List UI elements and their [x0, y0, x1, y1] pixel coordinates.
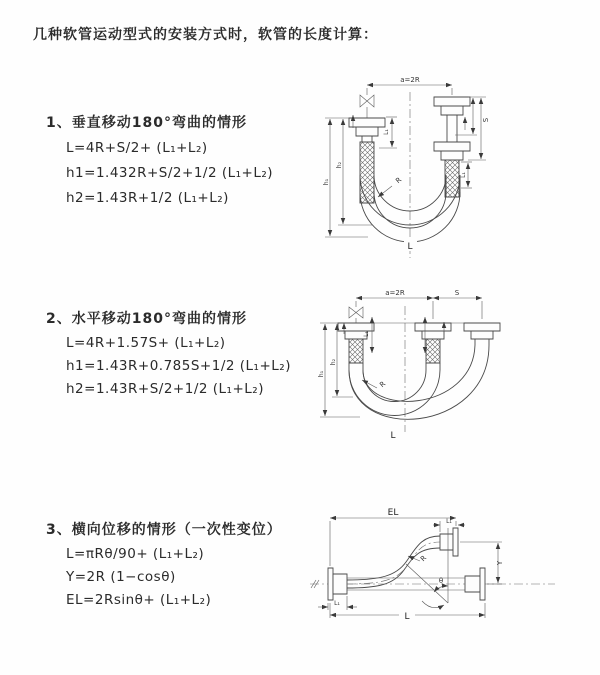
- dim-el-label: EL: [387, 508, 399, 518]
- section3-formula-EL: EL=2Rsinθ+ (L₁+L₂): [66, 592, 212, 608]
- valve-icon: [349, 301, 363, 323]
- dim-l1-label: L₁: [363, 331, 370, 337]
- section1-formula-L: L=4R+S/2+ (L₁+L₂): [66, 140, 208, 156]
- left-flange: [328, 568, 347, 600]
- section3-formula-L: L=πRθ/90+ (L₁+L₂): [66, 546, 205, 562]
- dim-s-label: S: [454, 289, 460, 297]
- valve-icon: [360, 88, 374, 118]
- hose-length-label: L: [404, 612, 410, 622]
- dim-l1-top-label: L₁: [446, 518, 452, 525]
- section2-formula-h2: h2=1.43R+S/2+1/2 (L₁+L₂): [66, 381, 264, 397]
- dim-l1-left-label: L₁: [383, 129, 390, 135]
- hose-length-label: L: [407, 242, 413, 252]
- radius-label: R: [419, 554, 429, 564]
- radius-label: R: [378, 379, 388, 390]
- section3-heading: 3、横向位移的情形（一次性变位）: [46, 522, 282, 538]
- left-flange: [349, 118, 385, 203]
- dim-y-label: Y: [496, 560, 504, 566]
- braided-hose-section: [426, 339, 440, 363]
- dim-theta-label: θ: [438, 577, 444, 585]
- dim-h2-label: h₂: [336, 161, 343, 169]
- section1-formula-h1: h1=1.432R+S/2+1/2 (L₁+L₂): [66, 165, 274, 181]
- hose-bend-arcs: [349, 345, 489, 419]
- diagram-vertical-180-bend: [310, 70, 590, 270]
- dim-h1-label: h₁: [323, 178, 330, 186]
- diagram-horizontal-180-bend: [305, 282, 595, 457]
- section2-heading: 2、水平移动180°弯曲的情形: [46, 311, 247, 327]
- section3-formula-Y: Y=2R (1−cosθ): [66, 569, 176, 585]
- dim-h2-label: h₂: [330, 358, 337, 366]
- left-flange: [338, 323, 374, 363]
- upper-hub: [440, 534, 453, 550]
- section2-formula-h1: h1=1.43R+0.785S+1/2 (L₁+L₂): [66, 358, 291, 374]
- section1-formula-h2: h2=1.43R+1/2 (L₁+L₂): [66, 190, 229, 206]
- dim-span-label: a=2R: [385, 289, 405, 297]
- braided-hose-section: [360, 142, 374, 203]
- right-flange-moved: [464, 323, 500, 345]
- middle-flange: [415, 323, 451, 363]
- diagram-lateral-displacement: [300, 498, 600, 643]
- dim-s-label: S: [482, 117, 490, 123]
- upper-flange: [453, 528, 458, 556]
- dim-l1-right-label: L₁: [460, 172, 467, 178]
- braided-hose-section: [349, 339, 363, 363]
- radius-label: R: [394, 175, 404, 186]
- dim-span-label: a=2R: [400, 76, 420, 84]
- section1-heading: 1、垂直移动180°弯曲的情形: [46, 115, 247, 131]
- page-title: 几种软管运动型式的安装方式时，软管的长度计算：: [33, 27, 378, 43]
- hose-length-label: L: [390, 431, 396, 441]
- section2-formula-L: L=4R+1.57S+ (L₁+L₂): [66, 335, 226, 351]
- dim-h1-label: h₁: [318, 370, 325, 378]
- dim-l1-left-label: L₁: [334, 600, 340, 607]
- right-flange-lower: [434, 142, 470, 197]
